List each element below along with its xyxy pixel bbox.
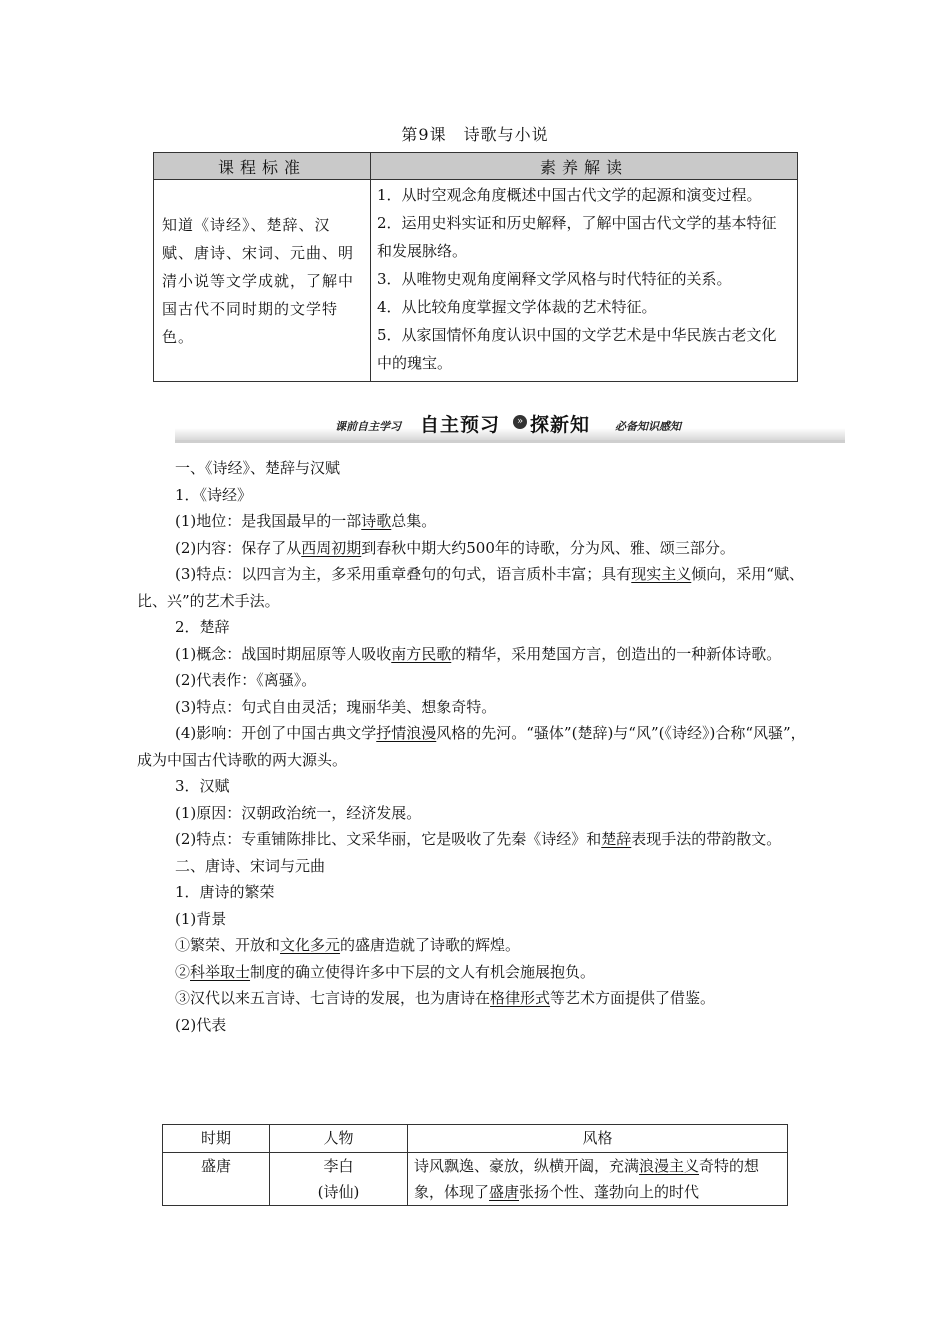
curriculum-standard-text: 知道《诗经》、楚辞、汉赋、唐诗、宋词、元曲、明清小说等文学成就，了解中国古代不同时期的文学特色。 [154, 180, 371, 382]
curriculum-standards-table [153, 152, 798, 382]
paragraph: (2)内容：保存了从西周初期到春秋中期大约500年的诗歌，分为风、雅、颂三部分。 [175, 538, 735, 557]
literacy-interpretation-list [371, 180, 798, 382]
sub-heading: 1．唐诗的繁荣 [175, 883, 275, 901]
literacy-item: 4．从比较角度掌握文学体裁的艺术特征。 [377, 298, 657, 316]
paragraph: ①繁荣、开放和文化多元的盛唐造就了诗歌的辉煌。 [175, 936, 521, 954]
person-alias: (诗仙) [317, 1183, 360, 1201]
paragraph: (4)影响：开创了中国古典文学抒情浪漫风格的先河。“骚体”(楚辞)与“风”(《诗经》)合称“风骚”，成为中国古代诗歌的两大源头。 [137, 724, 806, 769]
col-header-person: 人物 [270, 1125, 408, 1153]
key-term: 楚辞 [601, 830, 632, 848]
col-header-period: 时期 [163, 1125, 270, 1153]
representatives-table [162, 1124, 788, 1206]
person-name: 李白 [323, 1157, 354, 1175]
key-term: 格律形式 [490, 989, 551, 1007]
paragraph: (3)特点：以四言为主，多采用重章叠句的句式，语言质朴丰富；具有现实主义倾向，采用“赋、比、兴”的艺术手法。 [137, 565, 804, 610]
paragraph: ③汉代以来五言诗、七言诗的发展，也为唐诗在格律形式等艺术方面提供了借鉴。 [175, 989, 716, 1007]
sub-heading: 3．汉赋 [175, 777, 230, 795]
lesson-title: 第9课 诗歌与小说 [401, 125, 549, 144]
literacy-item: 1．从时空观念角度概述中国古代文学的起源和演变过程。 [377, 186, 762, 204]
banner-arrow-icon: » [513, 415, 527, 429]
section-heading: 二、唐诗、宋词与元曲 [175, 856, 326, 875]
paragraph: (1)概念：战国时期屈原等人吸收南方民歌的精华，采用楚国方言，创造出的一种新体诗歌。 [175, 644, 782, 663]
cell-style: 诗风飘逸、豪放，纵横开阖，充满浪漫主义奇特的想象，体现了盛唐张扬个性、蓬勃向上的时代 [408, 1153, 788, 1206]
col-header-style: 风格 [408, 1125, 788, 1153]
table-row [163, 1153, 788, 1206]
section-banner [175, 410, 845, 443]
paragraph: (3)特点：句式自由灵活；瑰丽华美、想象奇特。 [175, 697, 497, 716]
key-term: 诗歌 [361, 512, 392, 530]
header-curriculum-standard: 课程标准 [154, 153, 371, 180]
paragraph: (2)代表作：《离骚》。 [175, 671, 317, 689]
literacy-item: 5．从家国情怀角度认识中国的文学艺术是中华民族古老文化中的瑰宝。 [377, 326, 777, 372]
literacy-item: 2．运用史料实证和历史解释，了解中国古代文学的基本特征和发展脉络。 [377, 214, 777, 260]
paragraph: (2)代表 [175, 1015, 227, 1034]
cell-period: 盛唐 [163, 1153, 270, 1206]
key-term: 南方民歌 [391, 644, 452, 663]
banner-right-label: 必备知识感知 [615, 420, 681, 433]
paragraph: (1)地位：是我国最早的一部诗歌总集。 [175, 512, 437, 530]
paragraph: ②科举取士制度的确立使得许多中下层的文人有机会施展抱负。 [175, 962, 596, 981]
key-term: 现实主义 [631, 565, 692, 583]
literacy-item: 3．从唯物史观角度阐释文学风格与时代特征的关系。 [377, 270, 732, 288]
sub-heading: 1．《诗经》 [175, 485, 253, 504]
banner-main-left: 自主预习 [420, 414, 501, 436]
paragraph: (1)背景 [175, 909, 227, 928]
key-term: 西周初期 [301, 538, 362, 557]
section-heading: 一、《诗经》、楚辞与汉赋 [175, 459, 341, 477]
cell-person [270, 1153, 408, 1206]
key-term: 文化多元 [280, 936, 341, 954]
key-term: 浪漫主义 [639, 1157, 700, 1175]
key-term: 盛唐 [489, 1183, 520, 1201]
content-body [137, 455, 817, 1038]
header-literacy-interpretation: 素养解读 [371, 153, 798, 180]
paragraph: (2)特点：专重铺陈排比、文采华丽，它是吸收了先秦《诗经》和楚辞表现手法的带韵散文。 [175, 830, 782, 848]
sub-heading: 2．楚辞 [175, 618, 230, 636]
paragraph: (1)原因：汉朝政治统一，经济发展。 [175, 803, 422, 822]
key-term: 科举取士 [190, 962, 251, 981]
banner-main-right: 探新知 [530, 414, 591, 436]
banner-left-label: 课前自主学习 [335, 420, 401, 433]
key-term: 抒情浪漫 [376, 724, 437, 742]
